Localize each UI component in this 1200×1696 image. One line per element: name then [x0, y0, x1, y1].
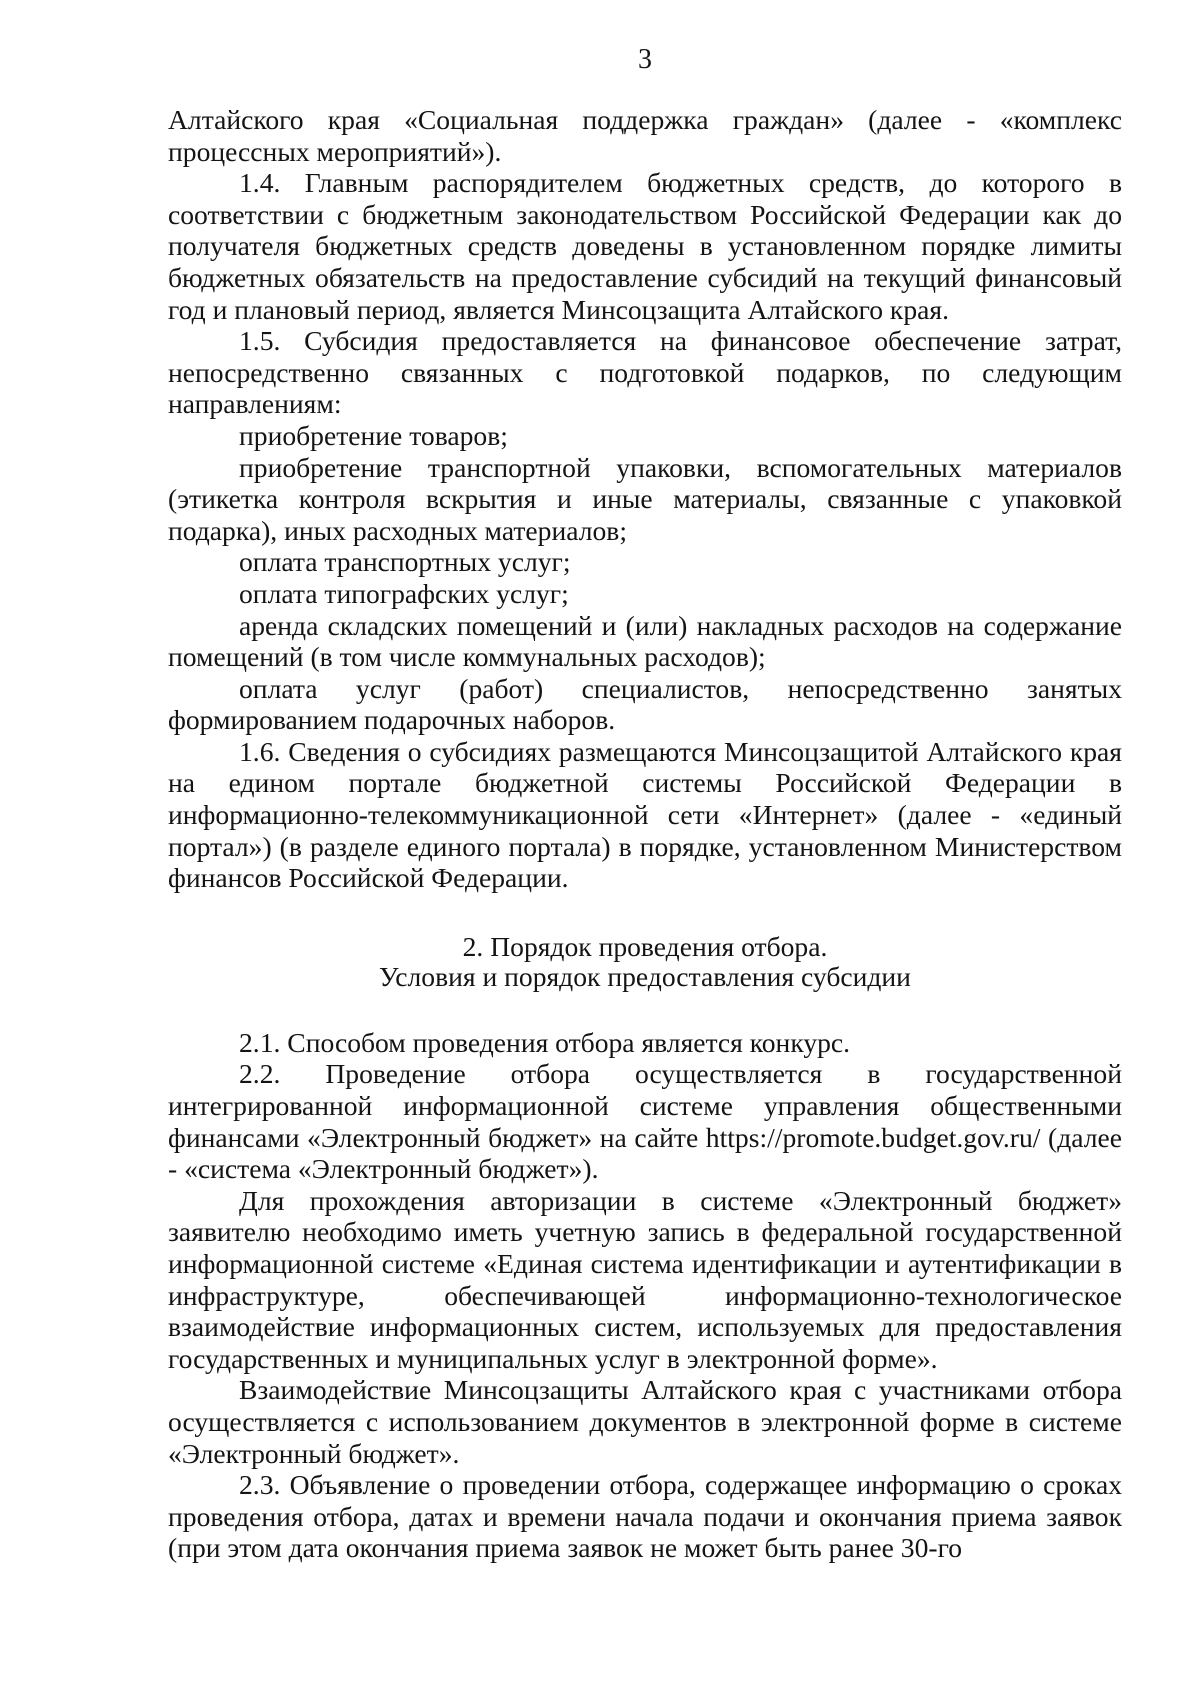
section-heading-line-1: 2. Порядок проведения отбора.	[462, 930, 828, 962]
section-heading	[168, 932, 1122, 992]
list-item-specialists: оплата услуг (работ) специалистов, непосредственно занятых формированием подарочных наборов.	[168, 672, 1122, 736]
document-body	[168, 104, 1122, 1564]
paragraph-interaction: Взаимодействие Минсоцзащиты Алтайского края с участниками отбора осуществляется с использованием документов в электронной форме в системе «Электронный бюджет».	[168, 1374, 1122, 1469]
paragraph-2-1: 2.1. Способом проведения отбора является конкурс.	[239, 1026, 851, 1058]
paragraph-intro-continuation: Алтайского края «Социальная поддержка граждан» (далее - «комплекс процессных мероприятий»).	[168, 104, 1122, 167]
paragraph-authorization: Для прохождения авторизации в системе «Электронный бюджет» заявителю необходимо иметь учетную запись в федеральной государственной информационной системе «Единая система идентификации и аутентификации в инфраструктуре, обеспечивающей информационно-технологическое взаимодействие информационных систем, используемых для предоставления государственных и муниципальных услуг в электронной форме».	[168, 1184, 1122, 1374]
paragraph-2-3: 2.3. Объявление о проведении отбора, содержащее информацию о сроках проведения отбора, датах и времени начала подачи и окончания приема заявок (при этом дата окончания приема заявок не может быть ранее 30-го	[168, 1469, 1122, 1564]
paragraph-1-6: 1.6. Сведения о субсидиях размещаются Минсоцзащитой Алтайского края на едином портале бюджетной системы Российской Федерации в информационно-телекоммуникационной сети «Интернет» (далее - «единый портал») (в разделе единого портала) в порядке, установленном Министерством финансов Российской Федерации.	[168, 735, 1122, 894]
list-item-goods: приобретение товаров;	[239, 419, 508, 451]
list-item-transport: оплата транспортных услуг;	[239, 546, 571, 578]
list-item-packaging: приобретение транспортной упаковки, вспомогательных материалов (этикетка контроля вскрытия и иные материалы, связанные с упаковкой подарка), иных расходных материалов;	[168, 451, 1122, 546]
paragraph-1-4: 1.4. Главным распорядителем бюджетных средств, до которого в соответствии с бюджетным законодательством Российской Федерации как до получателя бюджетных средств доведены в установленном порядке лимиты бюджетных обязательств на предоставление субсидий на текущий финансовый год и плановый период, является Минсоцзащита Алтайского края.	[168, 167, 1122, 325]
section-heading-line-2: Условия и порядок предоставления субсидии	[379, 960, 911, 992]
list-item-warehouse: аренда складских помещений и (или) накладных расходов на содержание помещений (в том числе коммунальных расходов);	[168, 609, 1122, 673]
page-number: 3	[638, 44, 652, 75]
paragraph-2-2: 2.2. Проведение отбора осуществляется в государственной интегрированной информационной системе управления общественными финансами «Электронный бюджет» на сайте https://promote.budget.gov.ru/ (далее - «система «Электронный бюджет»).	[168, 1058, 1122, 1185]
paragraph-1-5: 1.5. Субсидия предоставляется на финансовое обеспечение затрат, непосредственно связанных с подготовкой подарков, по следующим направлениям:	[168, 325, 1122, 420]
list-item-printing: оплата типографских услуг;	[239, 577, 569, 609]
